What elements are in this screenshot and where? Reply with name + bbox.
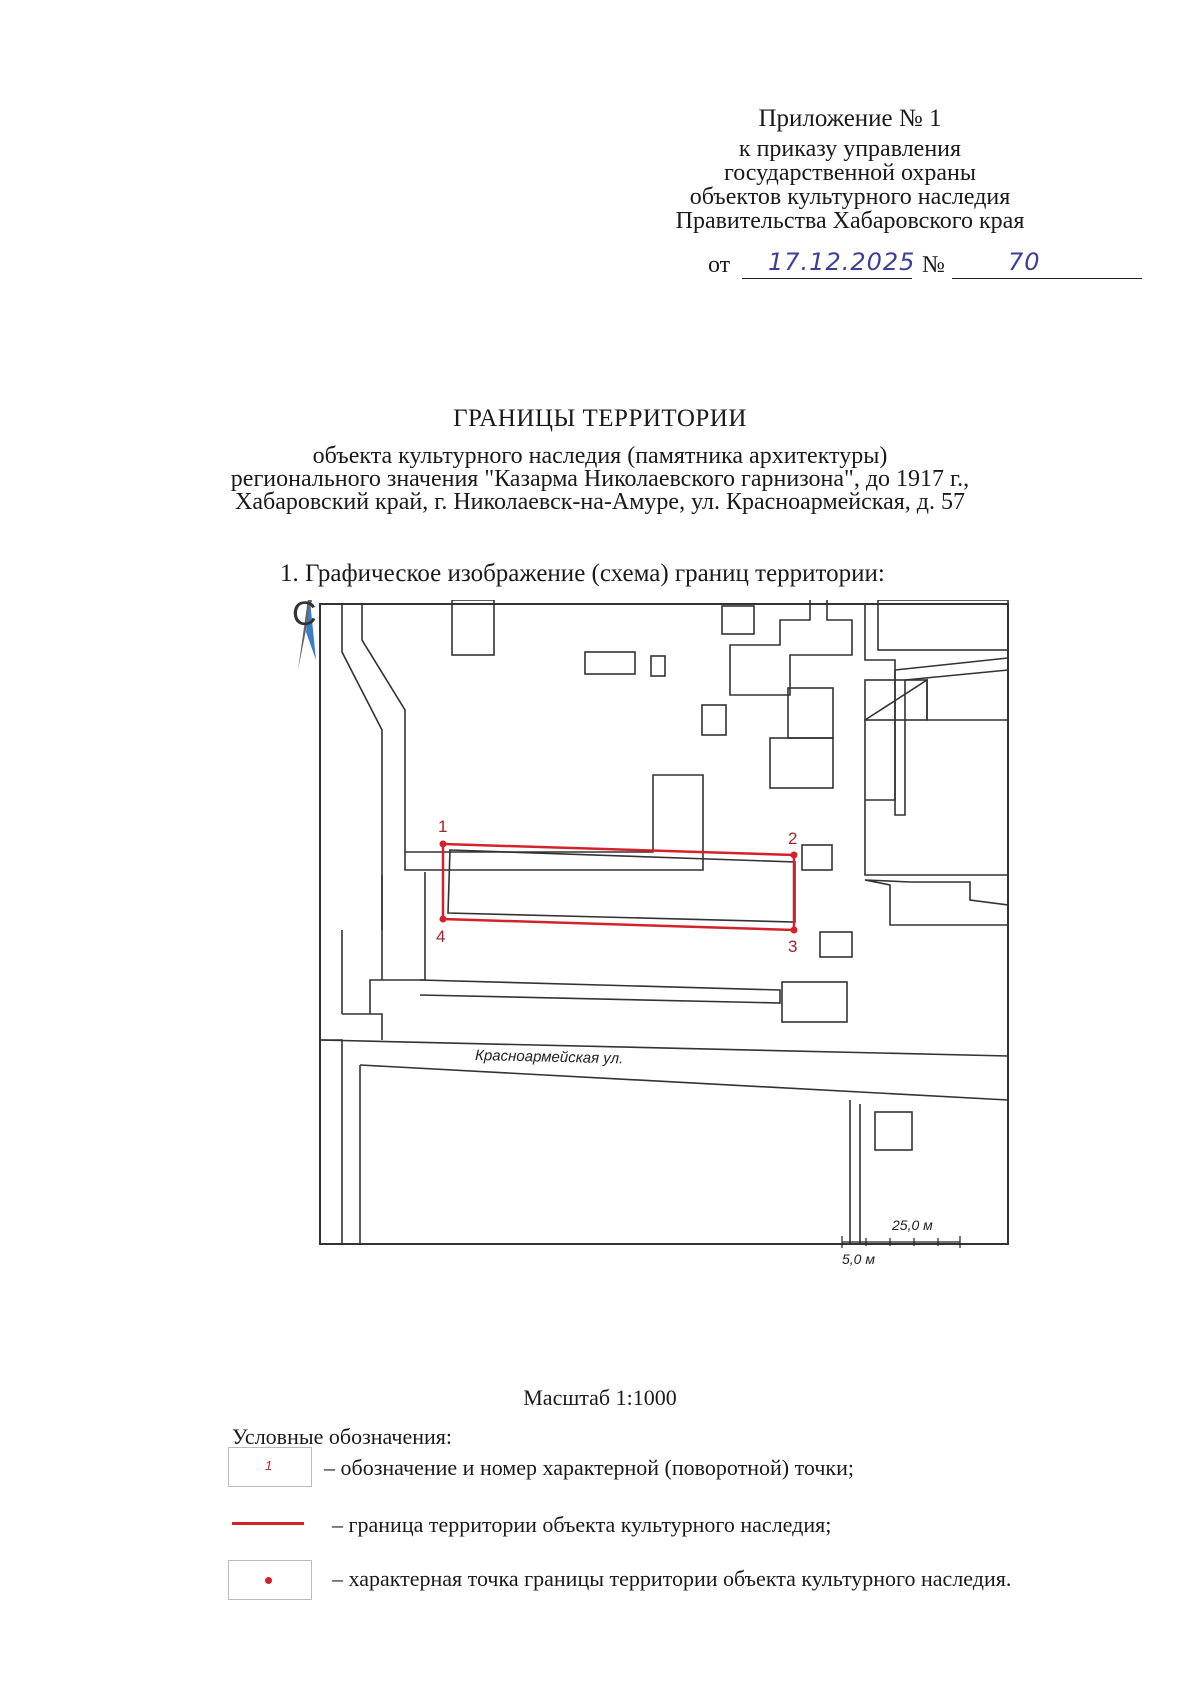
drive-edge bbox=[370, 872, 425, 1014]
legend-text: – обозначение и номер характерной (поворотной) точки; bbox=[324, 1455, 854, 1480]
boundary-point-2 bbox=[791, 852, 798, 859]
number-underline bbox=[952, 278, 1142, 279]
order-from-label: от bbox=[708, 252, 731, 278]
building bbox=[702, 705, 726, 735]
drive-edge bbox=[895, 658, 1008, 670]
road-edge bbox=[320, 1040, 342, 1050]
building bbox=[651, 656, 665, 676]
appendix-header bbox=[640, 107, 1060, 233]
drive-edge bbox=[895, 670, 905, 815]
appendix-line: к приказу управления bbox=[738, 136, 962, 162]
heritage-building bbox=[448, 850, 795, 922]
building bbox=[770, 738, 833, 788]
appendix-line: объектов культурного наследия bbox=[689, 184, 1011, 210]
subtitle-line: регионального значения "Казарма Николаевского гарнизона", до 1917 г., bbox=[230, 466, 970, 492]
appendix-line: государственной охраны bbox=[723, 160, 977, 186]
subtitle-line: Хабаровский край, г. Николаевск-на-Амуре, ул. Красноармейская, д. 57 bbox=[235, 489, 965, 515]
building bbox=[875, 1112, 912, 1150]
north-label: С bbox=[292, 600, 317, 633]
order-line bbox=[708, 248, 1148, 284]
scale-text: Масштаб 1:1000 bbox=[523, 1385, 677, 1410]
order-number-label: № bbox=[922, 252, 945, 278]
building bbox=[878, 600, 1008, 650]
boundary-point-1 bbox=[440, 841, 447, 848]
drive-edge bbox=[905, 670, 1008, 680]
date-underline bbox=[742, 278, 912, 279]
point-label-3: 3 bbox=[788, 937, 798, 956]
street-edge bbox=[360, 1065, 1008, 1100]
building bbox=[820, 932, 852, 957]
document-subtitle bbox=[0, 445, 1200, 514]
document-title: ГРАНИЦЫ ТЕРРИТОРИИ bbox=[453, 405, 747, 432]
building bbox=[782, 982, 847, 1022]
section-heading: 1. Графическое изображение (схема) границ территории: bbox=[280, 560, 885, 587]
road-edge bbox=[362, 604, 405, 845]
appendix-line: Правительства Хабаровского края bbox=[675, 208, 1025, 234]
scale-bar-major: 25,0 м bbox=[892, 1217, 933, 1233]
north-arrow-icon bbox=[292, 600, 318, 670]
building bbox=[865, 680, 1008, 875]
drive-edge bbox=[420, 980, 780, 1003]
building bbox=[788, 688, 833, 738]
street-label: Красноармейская ул. bbox=[474, 1047, 624, 1068]
block-outline bbox=[865, 604, 895, 800]
legend-boundary-line bbox=[232, 1522, 304, 1525]
legend-symbol-box bbox=[228, 1560, 312, 1600]
building bbox=[452, 600, 494, 655]
scale-bar-minor: 5,0 м bbox=[842, 1251, 875, 1267]
point-label-1: 1 bbox=[438, 817, 448, 836]
legend-title: Условные обозначения: bbox=[232, 1424, 453, 1449]
street-edge bbox=[342, 1014, 382, 1040]
boundary-scheme-map bbox=[270, 600, 1060, 1340]
boundary-point-3 bbox=[791, 927, 798, 934]
legend-point-dot bbox=[265, 1577, 272, 1584]
order-number: 70 bbox=[1008, 248, 1041, 276]
appendix-number: Приложение № 1 bbox=[758, 105, 942, 132]
building bbox=[802, 845, 832, 870]
legend-point-number: 1 bbox=[265, 1458, 273, 1473]
legend-text: – граница территории объекта культурного наследия; bbox=[332, 1512, 832, 1537]
order-date: 17.12.2025 bbox=[768, 248, 916, 276]
building bbox=[865, 880, 1008, 925]
building bbox=[730, 600, 852, 695]
point-label-2: 2 bbox=[788, 829, 798, 848]
legend-symbol-box bbox=[228, 1447, 312, 1487]
boundary-point-4 bbox=[440, 916, 447, 923]
building bbox=[585, 652, 635, 674]
point-label-4: 4 bbox=[436, 927, 446, 946]
subtitle-line: объекта культурного наследия (памятника архитектуры) bbox=[312, 443, 888, 469]
street-edge bbox=[320, 1040, 1008, 1056]
building bbox=[722, 606, 754, 634]
legend-text: – характерная точка границы территории объекта культурного наследия. bbox=[332, 1566, 1012, 1591]
